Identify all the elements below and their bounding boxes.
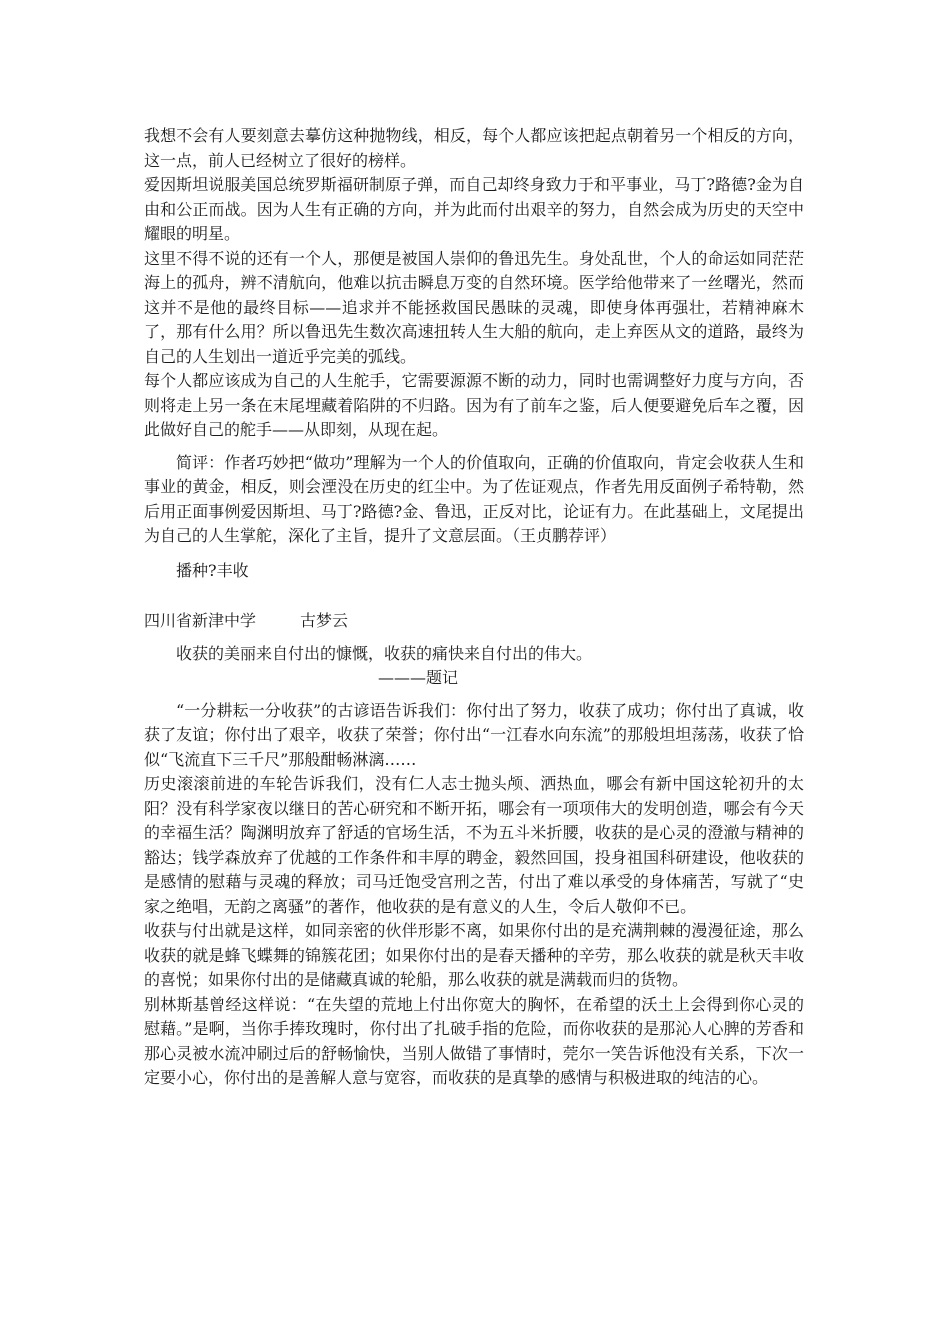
paragraph: 这里不得不说的还有一个人，那便是被国人崇仰的鲁迅先生。身处乱世，个人的命运如同茫茫海上的孤舟，辨不清航向，他难以抗击瞬息万变的自然环境。医学给他带来了一丝曙光，然而这并不是他的最终目标——追求并不能拯救国民愚昧的灵魂，即使身体再强壮，若精神麻木了，那有什么用？所以鲁迅先生数次高速扭转人生大船的航向，走上弃医从文的道路，最终为自己的人生划出一道近乎完美的弧线。 bbox=[144, 248, 804, 366]
paragraph: “一分耕耘一分收获”的古谚语告诉我们：你付出了努力，收获了成功；你付出了真诚，收获了友谊；你付出了艰辛，收获了荣誉；你付出“一江春水向东流”的那般坦坦荡荡，收获了恰似“飞流直下三千尺”那般酣畅淋漓…… bbox=[144, 700, 804, 769]
paragraph: 别林斯基曾经这样说：“在失望的荒地上付出你宽大的胸怀，在希望的沃土上会得到你心灵的慰藉。”是啊，当你手捧玫瑰时，你付出了扎破手指的危险，而你收获的是那沁人心脾的芳香和那心灵被水流冲刷过后的舒畅愉快，当别人做错了事情时，莞尔一笑告诉他没有关系，下次一定要小心，你付出的是善解人意与宽容，而收获的是真挚的感情与积极进取的纯洁的心。 bbox=[144, 994, 804, 1087]
paragraph: 爱因斯坦说服美国总统罗斯福研制原子弹，而自己却终身致力于和平事业，马丁?路德?金为自由和公正而战。因为人生有正确的方向，并为此而付出艰辛的努力，自然会成为历史的天空中耀眼的明星。 bbox=[144, 175, 804, 243]
comment-paragraph: 简评：作者巧妙把“做功”理解为一个人的价值取向，正确的价值取向，肯定会收获人生和事业的黄金，相反，则会湮没在历史的红尘中。为了佐证观点，作者先用反面例子希特勒，然后用正面事例爱因斯坦、马丁?路德?金、鲁迅，正反对比，论证有力。在此基础上，文尾提出为自己的人生掌舵，深化了主旨，提升了文意层面。（王贞鹏荐评） bbox=[144, 452, 804, 545]
epigraph: 收获的美丽来自付出的慷慨，收获的痛快来自付出的伟大。 bbox=[176, 643, 593, 663]
school-name: 四川省新津中学 bbox=[144, 611, 257, 630]
paragraph: 我想不会有人要刻意去摹仿这种抛物线，相反，每个人都应该把起点朝着另一个相反的方向，这一点，前人已经树立了很好的榜样。 bbox=[144, 126, 804, 170]
article-title: 播种?丰收 bbox=[176, 560, 249, 580]
paragraph: 每个人都应该成为自己的人生舵手，它需要源源不断的动力，同时也需调整好力度与方向，否则将走上另一条在末尾埋藏着陷阱的不归路。因为有了前车之鉴，后人便要避免后车之覆，因此做好自己的舵手——从即刻，从现在起。 bbox=[144, 371, 804, 439]
paragraph: 收获与付出就是这样，如同亲密的伙伴形影不离，如果你付出的是充满荆棘的漫漫征途，那么收获的就是蜂飞蝶舞的锦簇花团；如果你付出的是春天播种的辛劳，那么收获的就是秋天丰收的喜悦；如果你付出的是储藏真诚的轮船，那么收获的就是满载而归的货物。 bbox=[144, 921, 804, 989]
paragraph: 历史滚滚前进的车轮告诉我们，没有仁人志士抛头颅、洒热血，哪会有新中国这轮初升的太阳？没有科学家夜以继日的苦心研究和不断开拓，哪会有一项项伟大的发明创造，哪会有今天的幸福生活？陶渊明放弃了舒适的官场生活，不为五斗米折腰，收获的是心灵的澄澈与精神的豁达；钱学森放弃了优越的工作条件和丰厚的聘金，毅然回国，投身祖国科研建设，他收获的是感情的慰藉与灵魂的释放；司马迁饱受宫刑之苦，付出了难以承受的身体痛苦，写就了“史家之绝唱，无韵之离骚”的著作，他收获的是有意义的人生，令后人敬仰不已。 bbox=[144, 774, 804, 916]
byline bbox=[144, 609, 804, 634]
author-name: 古梦云 bbox=[300, 611, 349, 630]
document-page bbox=[144, 124, 804, 1091]
epigraph-sign: ———题记 bbox=[378, 668, 459, 687]
